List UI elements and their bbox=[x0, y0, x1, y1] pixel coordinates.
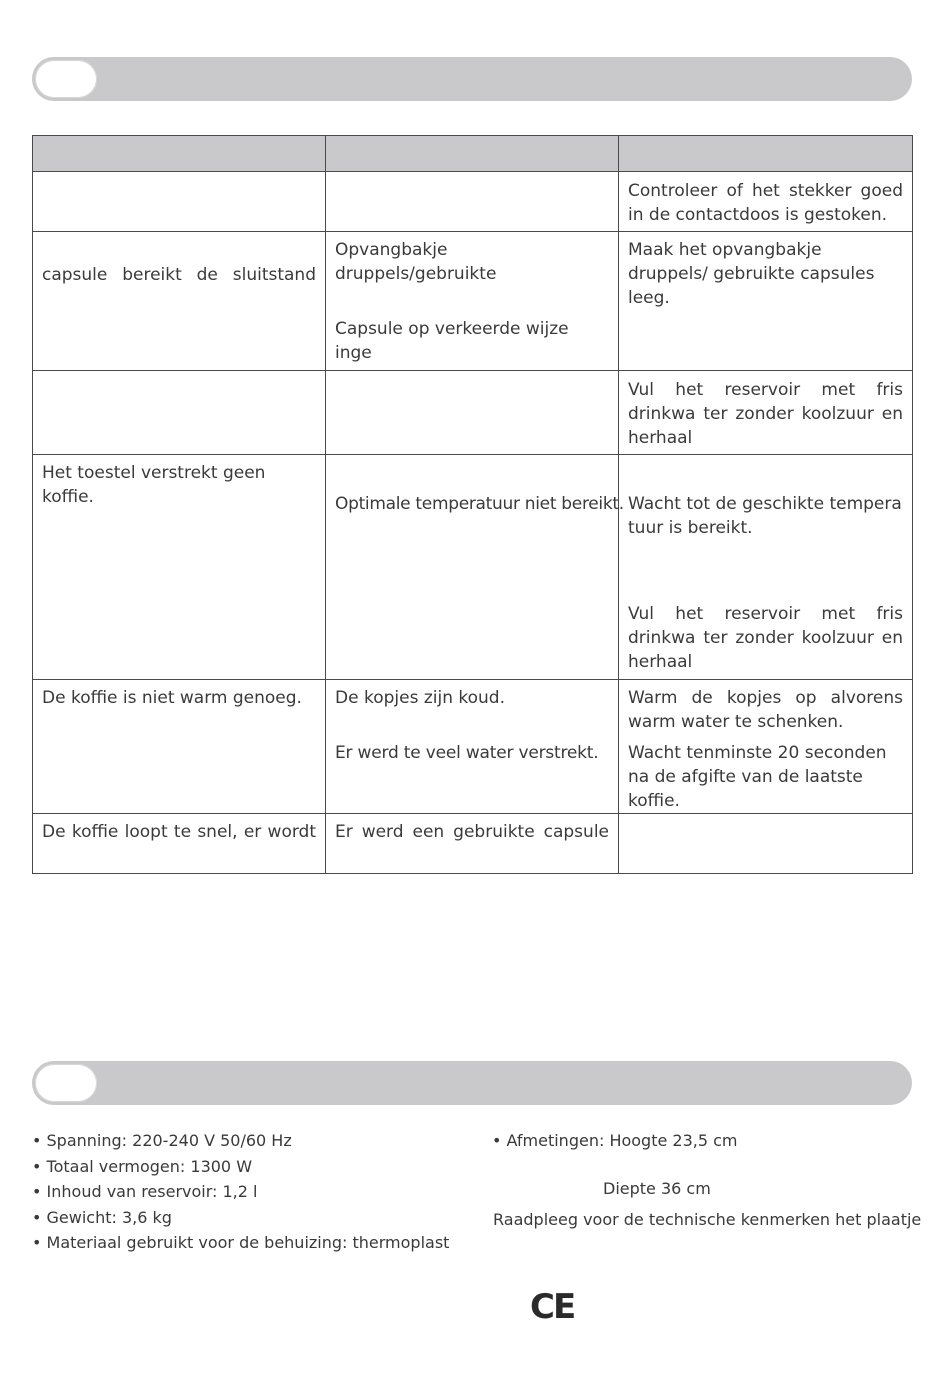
problem-text: capsule bereikt de sluitstand bbox=[42, 265, 316, 285]
header-cell-solution bbox=[619, 136, 913, 172]
cause-cell bbox=[326, 371, 619, 455]
spec-item-voltage: • Spanning: 220-240 V 50/60 Hz bbox=[32, 1131, 292, 1150]
problem-cell bbox=[33, 172, 326, 232]
spec-item-weight: • Gewicht: 3,6 kg bbox=[32, 1207, 172, 1227]
solution-cell bbox=[619, 172, 913, 232]
cause-text: De kopjes zijn koud. bbox=[335, 688, 505, 708]
solution-text: Warm de kopjes op alvorens warm water te schenken. bbox=[628, 688, 903, 732]
header-cell-problem bbox=[33, 136, 326, 172]
table-row bbox=[33, 371, 913, 455]
problem-cell bbox=[33, 680, 326, 814]
cause-text: Er werd te veel water verstrekt. bbox=[335, 743, 599, 763]
section-tab bbox=[35, 60, 97, 98]
solution-text: Controleer of het stekker goed in de contactdoos is gestoken. bbox=[628, 181, 903, 225]
problem-text: De koffie loopt te snel, er wordt bbox=[42, 822, 316, 842]
spec-item-material: • Materiaal gebruikt voor de behuizing: thermoplast bbox=[32, 1233, 450, 1252]
spec-item-depth: Diepte 36 cm bbox=[603, 1179, 711, 1198]
problem-cell bbox=[33, 814, 326, 874]
solution-text: Vul het reservoir met fris drinkwa ter zonder koolzuur en herhaal bbox=[628, 380, 903, 448]
solution-cell bbox=[619, 680, 913, 814]
spec-item-reservoir: • Inhoud van reservoir: 1,2 l bbox=[32, 1182, 258, 1201]
cause-cell bbox=[326, 172, 619, 232]
cause-text: Capsule op verkeerde wijze inge bbox=[335, 319, 569, 363]
table-row bbox=[33, 680, 913, 814]
troubleshooting-table bbox=[32, 135, 913, 874]
solution-cell bbox=[619, 455, 913, 680]
solution-text: Maak het opvangbakje druppels/ gebruikte capsules leeg. bbox=[628, 240, 875, 308]
solution-cell bbox=[619, 232, 913, 371]
spec-item-power: • Totaal vermogen: 1300 W bbox=[32, 1156, 253, 1176]
spec-item-dimensions: • Afmetingen: Hoogte 23,5 cm bbox=[492, 1131, 738, 1150]
cause-cell bbox=[326, 232, 619, 371]
problem-cell bbox=[33, 371, 326, 455]
table-row bbox=[33, 814, 913, 874]
ce-mark-logo: CE bbox=[530, 1287, 575, 1327]
table-row bbox=[33, 172, 913, 232]
cause-text: Optimale temperatuur niet bereikt. bbox=[335, 494, 624, 514]
solution-text: Vul het reservoir met fris drinkwa ter zonder koolzuur en herhaal bbox=[628, 604, 903, 672]
problem-text: Het toestel verstrekt geen koffie. bbox=[42, 463, 266, 507]
section-header-troubleshooting bbox=[32, 57, 912, 101]
cause-text: Opvangbakje druppels/gebruikte bbox=[335, 240, 497, 284]
cause-cell bbox=[326, 455, 624, 680]
solution-text: Wacht tot de geschikte tempera tuur is bereikt. bbox=[628, 494, 902, 538]
table-row bbox=[33, 232, 913, 371]
section-header-technical-data bbox=[32, 1061, 912, 1105]
cause-cell bbox=[326, 680, 619, 814]
spec-note-rating-plate: Raadpleeg voor de technische kenmerken het plaatje bbox=[493, 1210, 922, 1229]
solution-cell bbox=[619, 371, 913, 455]
header-cell-cause bbox=[326, 136, 619, 172]
cause-text: Er werd een gebruikte capsule bbox=[335, 822, 609, 842]
solution-cell bbox=[619, 814, 913, 874]
section-tab bbox=[35, 1064, 97, 1102]
specs-list-left bbox=[32, 1128, 449, 1256]
table-header-row bbox=[33, 136, 913, 172]
problem-text: De koffie is niet warm genoeg. bbox=[42, 688, 302, 708]
problem-cell bbox=[33, 232, 326, 371]
table-row bbox=[33, 455, 913, 680]
problem-cell bbox=[33, 455, 326, 680]
cause-cell bbox=[326, 814, 619, 874]
solution-text: Wacht tenminste 20 seconden na de afgifte van de laatste koffie. bbox=[628, 743, 887, 811]
